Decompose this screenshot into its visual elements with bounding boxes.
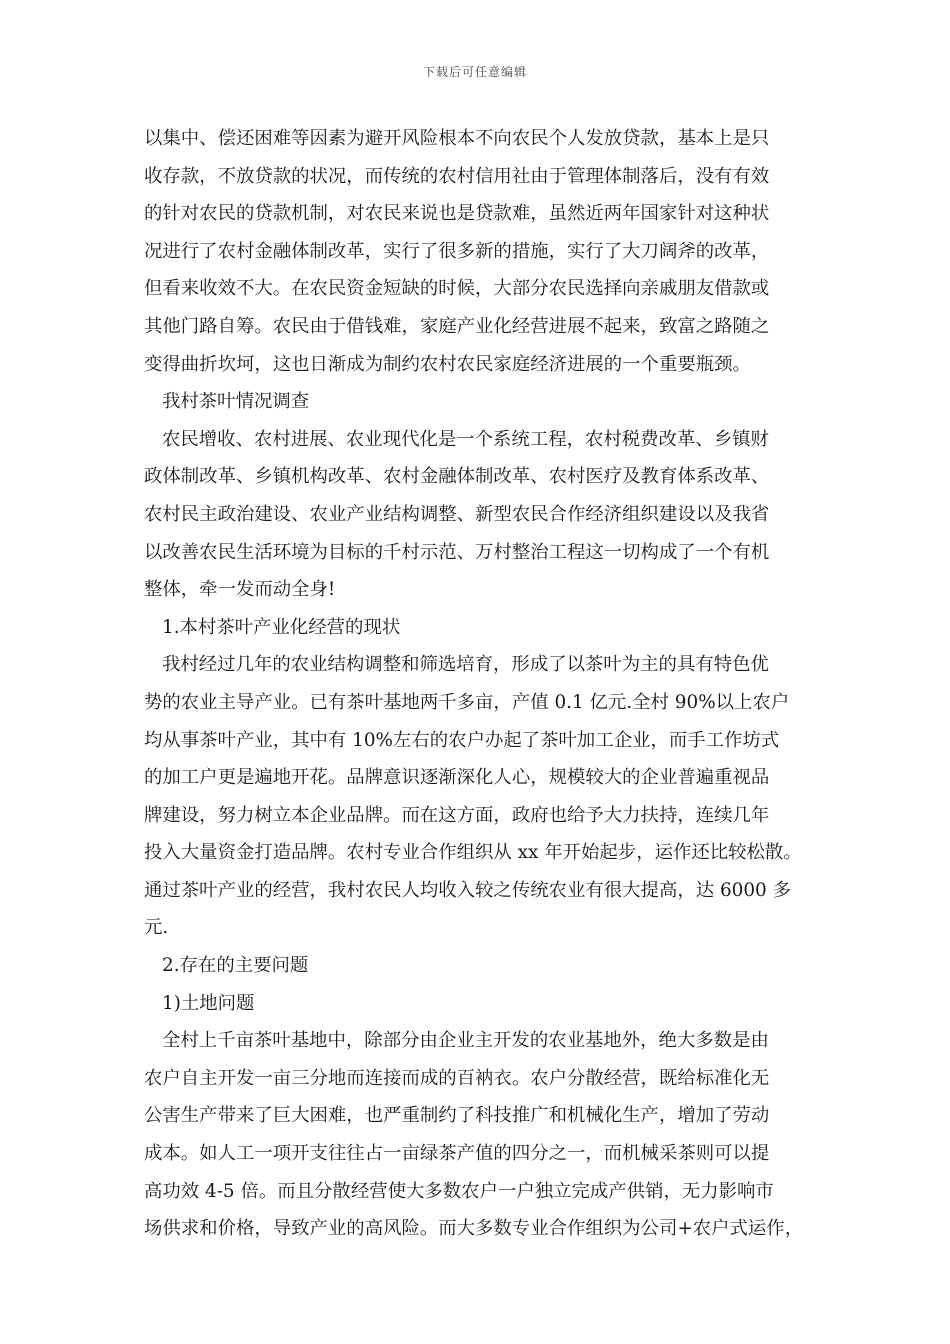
section-heading: 我村茶叶情况调查 bbox=[162, 391, 310, 413]
body-line: 牌建设，努力树立本企业品牌。而在这方面，政府也给予大力扶持，连续几年 bbox=[144, 804, 770, 826]
body-line: 通过茶叶产业的经营，我村农民人均收入较之传统农业有很大提高，达 6000 多 bbox=[144, 879, 791, 901]
document-body bbox=[144, 120, 810, 1248]
body-line: 元. bbox=[144, 917, 169, 939]
body-line: 政体制改革、乡镇机构改革、农村金融体制改革、农村医疗及教育体系改革、 bbox=[144, 466, 770, 488]
body-line: 势的农业主导产业。已有茶叶基地两千多亩，产值 0.1 亿元.全村 90%以上农户 bbox=[144, 691, 790, 713]
body-line: 场供求和价格，导致产业的高风险。而大多数专业合作组织为公司+农户式运作， bbox=[144, 1218, 804, 1240]
body-line: 整体，牵一发而动全身! bbox=[144, 579, 336, 601]
body-line: 的针对农民的贷款机制，对农民来说也是贷款难，虽然近两年国家针对这种状 bbox=[144, 203, 770, 225]
body-line: 农户自主开发一亩三分地而连接而成的百衲衣。农户分散经营，既给标准化无 bbox=[144, 1067, 770, 1089]
body-line: 变得曲折坎坷，这也日渐成为制约农村农民家庭经济进展的一个重要瓶颈。 bbox=[144, 353, 751, 375]
body-line: 以改善农民生活环境为目标的千村示范、万村整治工程这一切构成了一个有机 bbox=[144, 541, 770, 563]
body-line: 的加工户更是遍地开花。品牌意识逐渐深化人心，规模较大的企业普遍重视品 bbox=[144, 767, 770, 789]
body-line: 投入大量资金打造品牌。农村专业合作组织从 xx 年开始起步，运作还比较松散。 bbox=[144, 842, 802, 864]
body-line: 公害生产带来了巨大困难，也严重制约了科技推广和机械化生产，增加了劳动 bbox=[144, 1105, 770, 1127]
body-line: 收存款，不放贷款的状况，而传统的农村信用社由于管理体制落后，没有有效 bbox=[144, 165, 770, 187]
body-line: 高功效 4-5 倍。而且分散经营使大多数农户一户独立完成产供销，无力影响市 bbox=[144, 1180, 774, 1202]
body-line: 况进行了农村金融体制改革，实行了很多新的措施，实行了大刀阔斧的改革， bbox=[144, 240, 770, 262]
body-line: 以集中、偿还困难等因素为避开风险根本不向农民个人发放贷款，基本上是只 bbox=[144, 128, 770, 149]
section-heading: 2.存在的主要问题 bbox=[162, 955, 309, 977]
body-line: 成本。如人工一项开支往往占一亩绿茶产值的四分之一，而机械采茶则可以提 bbox=[144, 1143, 770, 1165]
body-line: 我村经过几年的农业结构调整和筛选培育，形成了以茶叶为主的具有特色优 bbox=[162, 654, 769, 676]
subsection-heading: 1)土地问题 bbox=[162, 992, 255, 1014]
body-line: 其他门路自筹。农民由于借钱难，家庭产业化经营进展不起来，致富之路随之 bbox=[144, 315, 770, 337]
section-heading: 1.本村茶叶产业化经营的现状 bbox=[162, 616, 401, 638]
body-line: 农民增收、农村进展、农业现代化是一个系统工程，农村税费改革、乡镇财 bbox=[162, 428, 769, 450]
body-line: 但看来收效不大。在农民资金短缺的时候，大部分农民选择向亲戚朋友借款或 bbox=[144, 278, 770, 300]
page-header: 下载后可任意编辑 bbox=[422, 65, 527, 79]
body-line: 全村上千亩茶叶基地中，除部分由企业主开发的农业基地外，绝大多数是由 bbox=[162, 1030, 769, 1052]
body-line: 均从事茶叶产业，其中有 10%左右的农户办起了茶叶加工企业，而手工作坊式 bbox=[144, 729, 780, 751]
body-line: 农村民主政治建设、农业产业结构调整、新型农民合作经济组织建设以及我省 bbox=[144, 503, 770, 525]
